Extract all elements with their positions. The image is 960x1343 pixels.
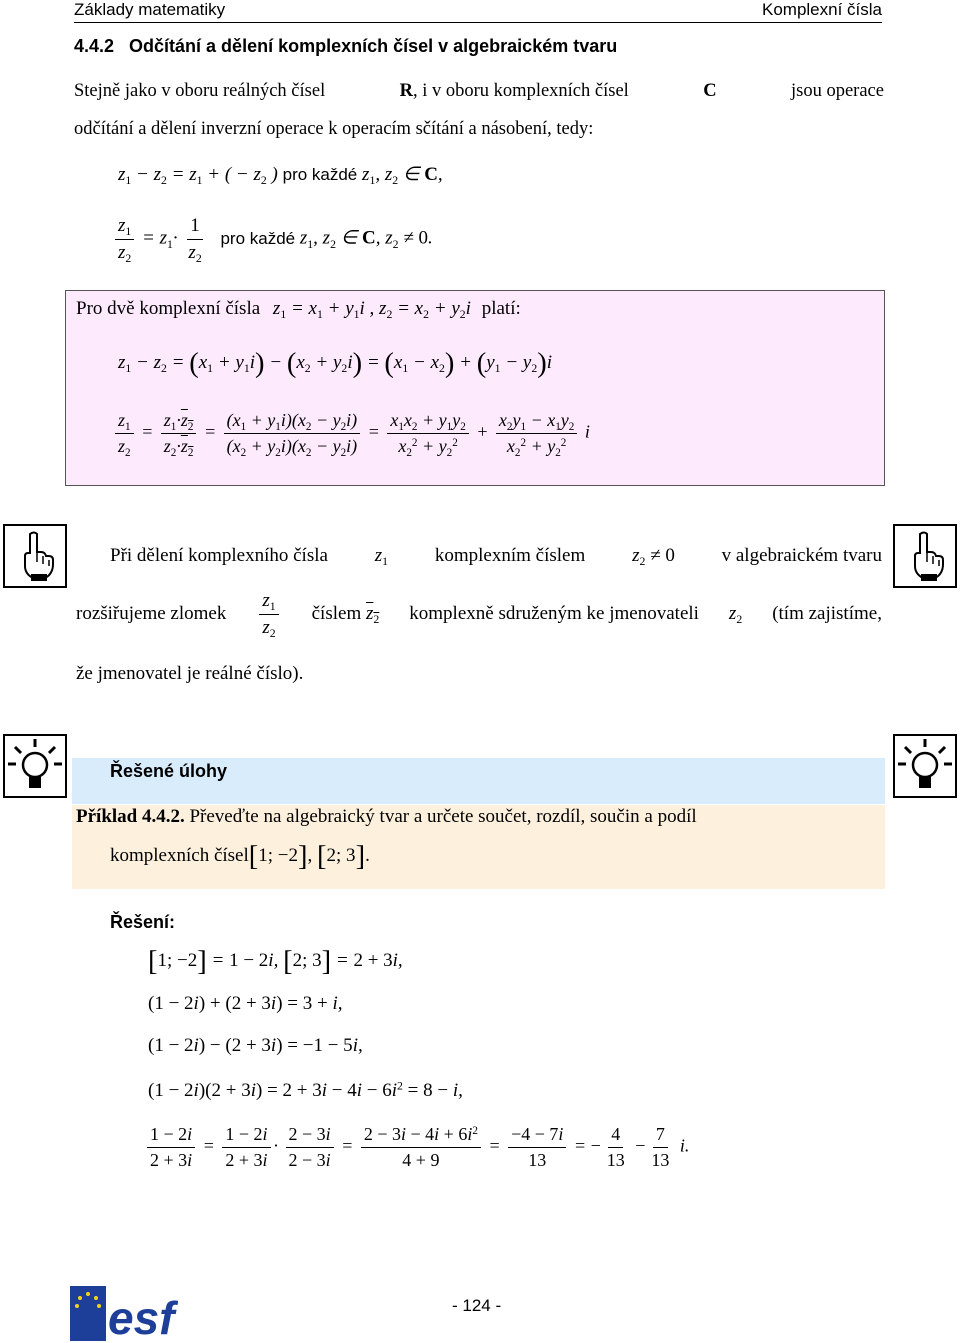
svg-text:esf: esf [108,1292,175,1341]
page-number: - 124 - [452,1296,502,1315]
header-left: Základy matematiky [74,0,226,19]
solution-step-2: (1 − 2i) + (2 + 3i) = 3 + i, [148,993,343,1014]
note-line-3: že jmenovatel je reálné číslo). [76,663,304,684]
section-title: 4.4.2 Odčítání a dělení komplexních čísel v algebraickém tvaru [74,36,618,56]
formula-division: $\frac{z_1}{z_2}$ = $z_1\cdot$ $\frac{1}{z_2}$ pro každé $z_1$, $z_2$ ∈ C, $z_2 \ne 0$. [112,215,433,264]
box-intro: Pro dvě komplexní čísla $z_1 = x_1 + y_1i$ , $z_2 = x_2 + y_2i$ platí: [76,298,521,322]
box-formula-quotient: $\frac{z_1}{z_2}$ = $\frac{z_1\cdot z_2}{z_2\cdot z_2}$ = $\frac{(x_1 + y_1i)(x_2 - y_2i)}{(x_2 + y_2i)(x_2 - y_2i)}$ = $\frac{x_1x_2 + y_1y_2}{x_2^2 + y_2^2}$ + $\frac{x_2y_1 - x_1y_2}{x_2^2 + y_2^2}$ i [112,410,590,456]
solution-step-3: (1 − 2i) − (2 + 3i) = −1 − 5i, [148,1035,363,1056]
lightbulb-icon [3,734,67,798]
note-line-1: Při dělení komplexního čísla $z_1$ komplexním číslem $z_2 \ne 0$ v algebraickém tvaru [110,545,882,569]
example-line-2: komplexních čísel[1; −2], [2; 3]. [110,841,370,872]
example-line-1: Příklad 4.4.2. Převeďte na algebraický tvar a určete součet, rozdíl, součin a podíl [76,806,697,827]
solution-step-5: $\frac{1 - 2i}{2 + 3i}$ = $\frac{1 - 2i}{2 + 3i}$ · $\frac{2 - 3i}{2 - 3i}$ = $\frac{2 - 3i - 4i + 6i^2}{4 + 9}$ = $\frac{-4 - 7i}{13}$ = − $\frac{4}{13}$ − $\frac{7}{13}$ i. [144,1124,689,1170]
esf-logo-icon [70,1286,178,1341]
intro-paragraph: Stejně jako v oboru reálných čísel R, i v oboru komplexních čísel C jsou operace odčítání a dělení inverzní operace k operacím sčítání a násobení, tedy: [74,72,884,148]
intro-text-3: jsou operace [790,81,884,101]
set-C: C [703,81,717,101]
solved-tasks-title: Řešené úlohy [110,761,228,781]
page-header [74,0,882,23]
formula-subtraction: $z_1 - z_2 = z_1$ + ( − $z_2$ ) pro každé $z_1$, $z_2$ ∈ C, [118,164,443,188]
intro-text-1: Stejně jako v oboru reálných čísel [74,81,326,101]
header-right: Komplexní čísla [762,0,882,19]
note-line-2: rozšiřujeme zlomek $\frac{z_1}{z_2}$ číslem $z_2$ komplexně sdruženým ke jmenovateli $z_2$ (tím zajistíme, [76,590,882,640]
solution-label: Řešení: [110,912,176,932]
box-formula-difference: $z_1 - z_2 = (x_1 + y_1i) - (x_2 + y_2i) = (x_1 - x_2) + (y_1 - y_2)i$ [118,348,552,379]
set-R: R [399,81,413,101]
pointing-hand-icon [893,524,957,588]
intro-text-2: odčítání a dělení inverzní operace k operacím sčítání a násobení, tedy: [74,119,594,139]
example-label: Příklad 4.4.2. [76,806,185,827]
lightbulb-icon [893,734,957,798]
solution-step-4: $(1 - 2i)(2 + 3i) = 2 + 3i - 4i - 6i^2 = 8 - i$, [148,1079,463,1101]
pointing-hand-icon [3,524,67,588]
solution-step-1: [1; −2] = 1 − 2i, [2; 3] = 2 + 3i, [148,946,403,977]
